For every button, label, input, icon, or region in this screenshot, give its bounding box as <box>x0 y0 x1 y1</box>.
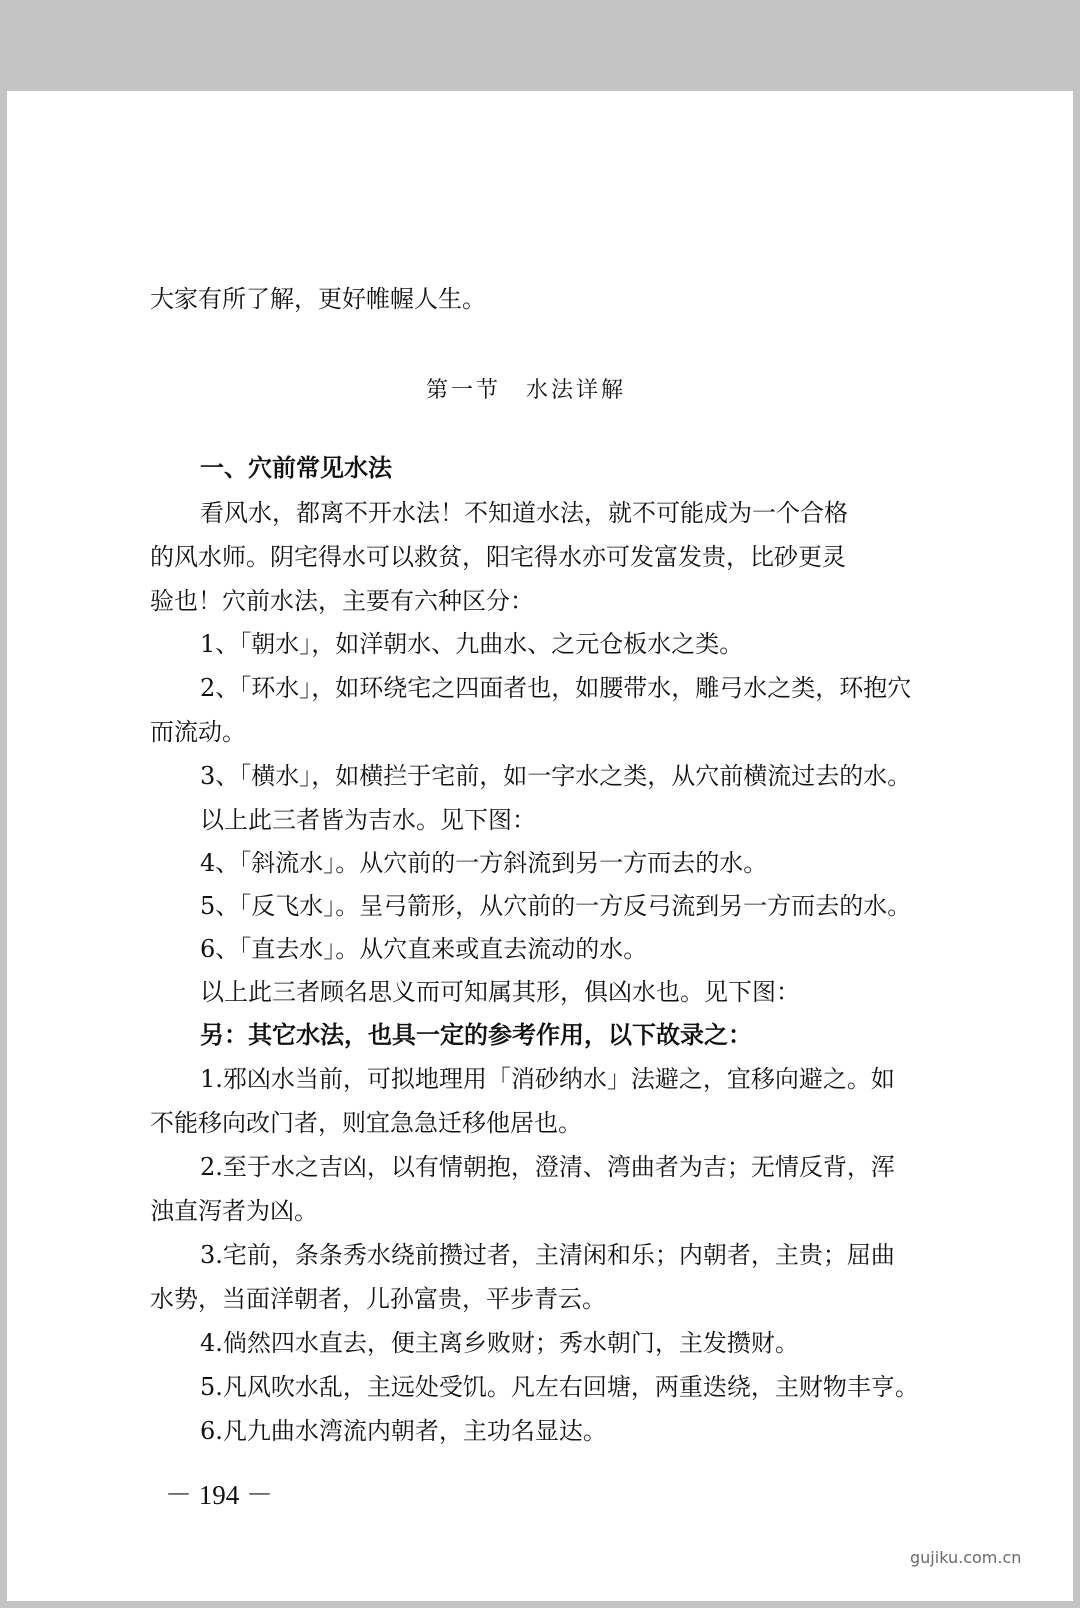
body-line: 以上此三者顾名思义而可知属其形，俱凶水也。见下图： <box>200 978 800 1006</box>
list-item: 4.倘然四水直去，便主离乡败财；秀水朝门，主发攒财。 <box>200 1329 799 1357</box>
body-line: 验也！穴前水法，主要有六种区分： <box>150 587 534 615</box>
list-item: 3.宅前，条条秀水绕前攒过者，主清闲和乐；内朝者，主贵；屈曲 <box>200 1241 895 1269</box>
body-line: 浊直泻者为凶。 <box>150 1197 318 1225</box>
subsection-heading: 一、穴前常见水法 <box>200 453 392 482</box>
list-item: 2.至于水之吉凶，以有情朝抱，澄清、湾曲者为吉；无情反背，浑 <box>200 1153 895 1181</box>
section-title: 第一节 水法详解 <box>426 378 627 403</box>
bold-intro-line: 另：其它水法，也具一定的参考作用，以下故录之： <box>200 1020 752 1049</box>
list-item: 1、「朝水」，如洋朝水、九曲水、之元仓板水之类。 <box>200 630 744 658</box>
body-line: 而流动。 <box>150 718 246 746</box>
watermark: gujiku.com.cn <box>910 1548 1022 1567</box>
continuation-line: 大家有所了解，更好帷幄人生。 <box>150 285 486 313</box>
body-line: 水势，当面洋朝者，儿孙富贵，平步青云。 <box>150 1285 606 1313</box>
body-line: 的风水师。阴宅得水可以救贫，阳宅得水亦可发富发贵，比砂更灵 <box>150 543 846 571</box>
list-item: 5.凡风吹水乱，主远处受饥。凡左右回塘，两重迭绕，主财物丰亨。 <box>200 1373 919 1401</box>
list-item: 4、「斜流水」。从穴前的一方斜流到另一方而去的水。 <box>200 849 768 877</box>
list-item: 6、「直去水」。从穴直来或直去流动的水。 <box>200 935 648 963</box>
list-item: 1.邪凶水当前，可拟地理用「消砂纳水」法避之，宜移向避之。如 <box>200 1065 895 1093</box>
page-number: － 194 － <box>165 1480 273 1510</box>
page-content <box>7 91 1073 1601</box>
list-item: 5、「反飞水」。呈弓箭形，从穴前的一方反弓流到另一方而去的水。 <box>200 892 912 920</box>
body-line: 以上此三者皆为吉水。见下图： <box>200 806 536 834</box>
body-line: 不能移向改门者，则宜急急迁移他居也。 <box>150 1109 582 1137</box>
list-item: 3、「横水」，如横拦于宅前，如一字水之类，从穴前横流过去的水。 <box>200 762 912 790</box>
list-item: 2、「环水」，如环绕宅之四面者也，如腰带水，雕弓水之类，环抱穴 <box>200 674 912 702</box>
body-line: 看风水，都离不开水法！不知道水法，就不可能成为一个合格 <box>200 499 848 527</box>
list-item: 6.凡九曲水湾流内朝者，主功名显达。 <box>200 1417 607 1445</box>
book-page <box>7 91 1073 1601</box>
